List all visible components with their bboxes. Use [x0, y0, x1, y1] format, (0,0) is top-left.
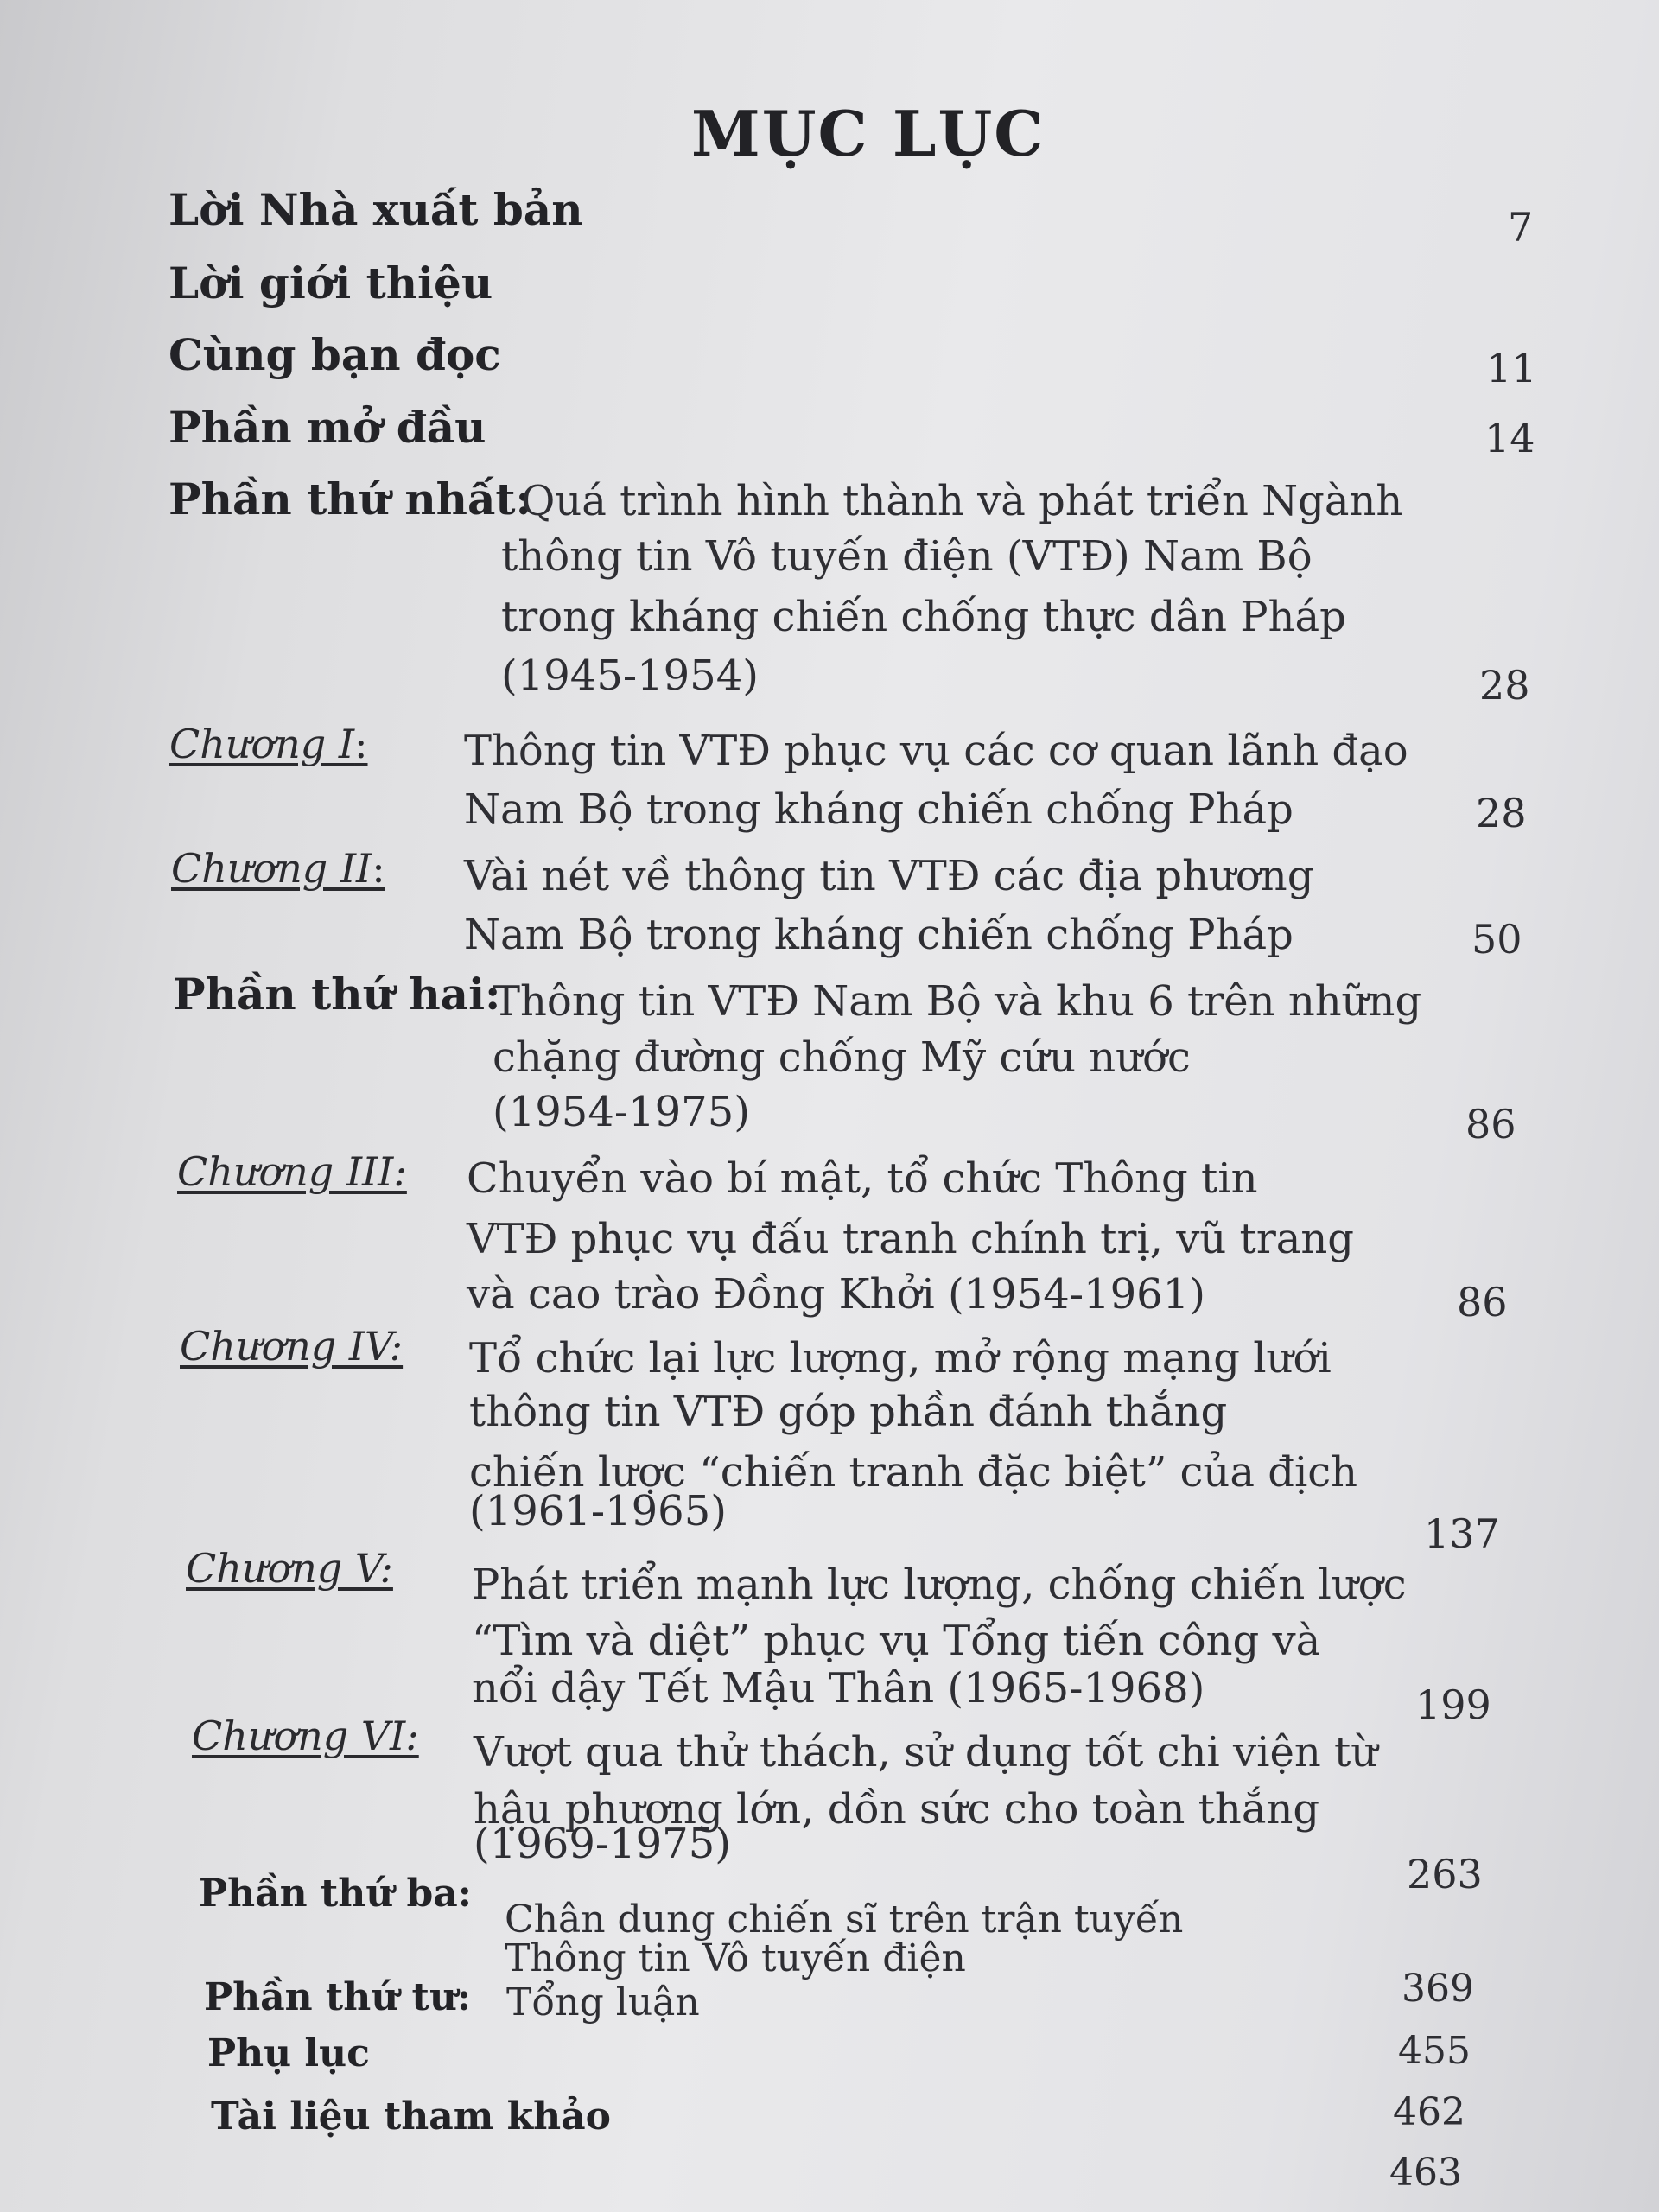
toc-entry-text: Tổng luận	[506, 1980, 700, 2024]
toc-entry-text: “Tìm và diệt” phục vụ Tổng tiến công và	[472, 1617, 1321, 1665]
toc-entry-text: chặng đường chống Mỹ cứu nước	[493, 1033, 1191, 1082]
toc-entry-text: Chuyển vào bí mật, tổ chức Thông tin	[467, 1154, 1258, 1203]
toc-entry-text: Phát triển mạnh lực lượng, chống chiến lược	[472, 1560, 1407, 1609]
toc-entry-page: 137	[1424, 1510, 1500, 1557]
toc-entry-text: (1945-1954)	[501, 652, 759, 700]
toc-chapter-label: Chương III:	[177, 1148, 407, 1195]
toc-entry-page: 462	[1393, 2090, 1465, 2134]
chapter-label-suffix: :	[372, 845, 385, 892]
toc-entry-page: 263	[1407, 1851, 1483, 1897]
toc-chapter-label	[171, 845, 385, 892]
toc-entry-page: 28	[1479, 662, 1530, 709]
chapter-label-text: Chương II	[171, 845, 372, 892]
toc-entry-page: 14	[1484, 415, 1535, 461]
toc-entry-text: Vượt qua thử thách, sử dụng tốt chi viện từ	[474, 1728, 1378, 1777]
toc-entry-label: Tài liệu tham khảo	[211, 2094, 611, 2139]
toc-entry-text: Nam Bộ trong kháng chiến chống Pháp	[464, 785, 1294, 834]
toc-entry-text: (1954-1975)	[493, 1088, 750, 1136]
toc-entry-label: Phần thứ nhất:	[168, 474, 531, 524]
toc-chapter-label	[169, 721, 368, 767]
toc-entry-text: Thông tin VTĐ Nam Bộ và khu 6 trên những	[493, 977, 1422, 1026]
toc-entry-text: Chân dung chiến sĩ trên trận tuyến	[505, 1897, 1184, 1942]
toc-entry-page: 455	[1398, 2029, 1471, 2073]
toc-entry-label: Phụ lục	[207, 2031, 370, 2075]
toc-entry-label: Phần mở đầu	[168, 402, 486, 453]
toc-entry-page: 199	[1415, 1681, 1491, 1728]
toc-entry-text: hậu phương lớn, dồn sức cho toàn thắng	[474, 1785, 1320, 1834]
toc-entry-label: Lời giới thiệu	[168, 257, 493, 308]
toc-entry-page: 86	[1457, 1279, 1508, 1325]
toc-chapter-label: Chương V:	[186, 1545, 393, 1592]
toc-entry-page: 463	[1389, 2151, 1462, 2195]
toc-entry-page: 11	[1486, 345, 1537, 391]
toc-entry-page: 369	[1402, 1967, 1474, 2011]
chapter-label-text: Chương I	[169, 721, 355, 767]
toc-entry-text: VTĐ phục vụ đấu tranh chính trị, vũ trang	[467, 1215, 1355, 1263]
toc-entry-text: trong kháng chiến chống thực dân Pháp	[501, 593, 1346, 641]
toc-chapter-label: Chương IV:	[180, 1323, 404, 1370]
toc-entry-page: 86	[1465, 1101, 1516, 1147]
toc-entry-text: thông tin VTĐ góp phần đánh thắng	[469, 1388, 1228, 1436]
toc-entry-label: Phần thứ hai:	[173, 969, 501, 1020]
toc-entry-page: 7	[1508, 204, 1534, 251]
toc-entry-text: Tổ chức lại lực lượng, mở rộng mạng lưới	[469, 1334, 1332, 1382]
toc-entry-text: thông tin Vô tuyến điện (VTĐ) Nam Bộ	[501, 532, 1313, 581]
toc-entry-text: Quá trình hình thành và phát triển Ngành	[521, 477, 1403, 525]
toc-entry-text: (1961-1965)	[469, 1487, 727, 1535]
page-title: MỤC LỤC	[691, 97, 1046, 170]
toc-entry-text: Nam Bộ trong kháng chiến chống Pháp	[464, 911, 1294, 959]
chapter-label-suffix: :	[354, 721, 368, 767]
toc-entry-text: Thông tin Vô tuyến điện	[505, 1936, 966, 1980]
toc-entry-text: Thông tin VTĐ phục vụ các cơ quan lãnh đạo	[464, 727, 1408, 775]
toc-chapter-label: Chương VI:	[192, 1713, 419, 1759]
toc-entry-text: (1969-1975)	[474, 1820, 731, 1868]
toc-entry-text: và cao trào Đồng Khởi (1954-1961)	[467, 1270, 1205, 1319]
toc-entry-label: Phần thứ tư:	[204, 1975, 472, 2019]
toc-entry-text: chiến lược “chiến tranh đặc biệt” của địch	[469, 1448, 1358, 1497]
toc-entry-text: nổi dậy Tết Mậu Thân (1965-1968)	[472, 1664, 1205, 1713]
toc-entry-label: Cùng bạn đọc	[168, 329, 501, 380]
toc-entry-page: 28	[1476, 790, 1527, 836]
toc-entry-text: Vài nét về thông tin VTĐ các địa phương	[464, 852, 1314, 900]
toc-entry-page: 50	[1471, 916, 1522, 963]
toc-entry-label: Lời Nhà xuất bản	[168, 184, 583, 235]
toc-entry-label: Phần thứ ba:	[199, 1872, 473, 1916]
